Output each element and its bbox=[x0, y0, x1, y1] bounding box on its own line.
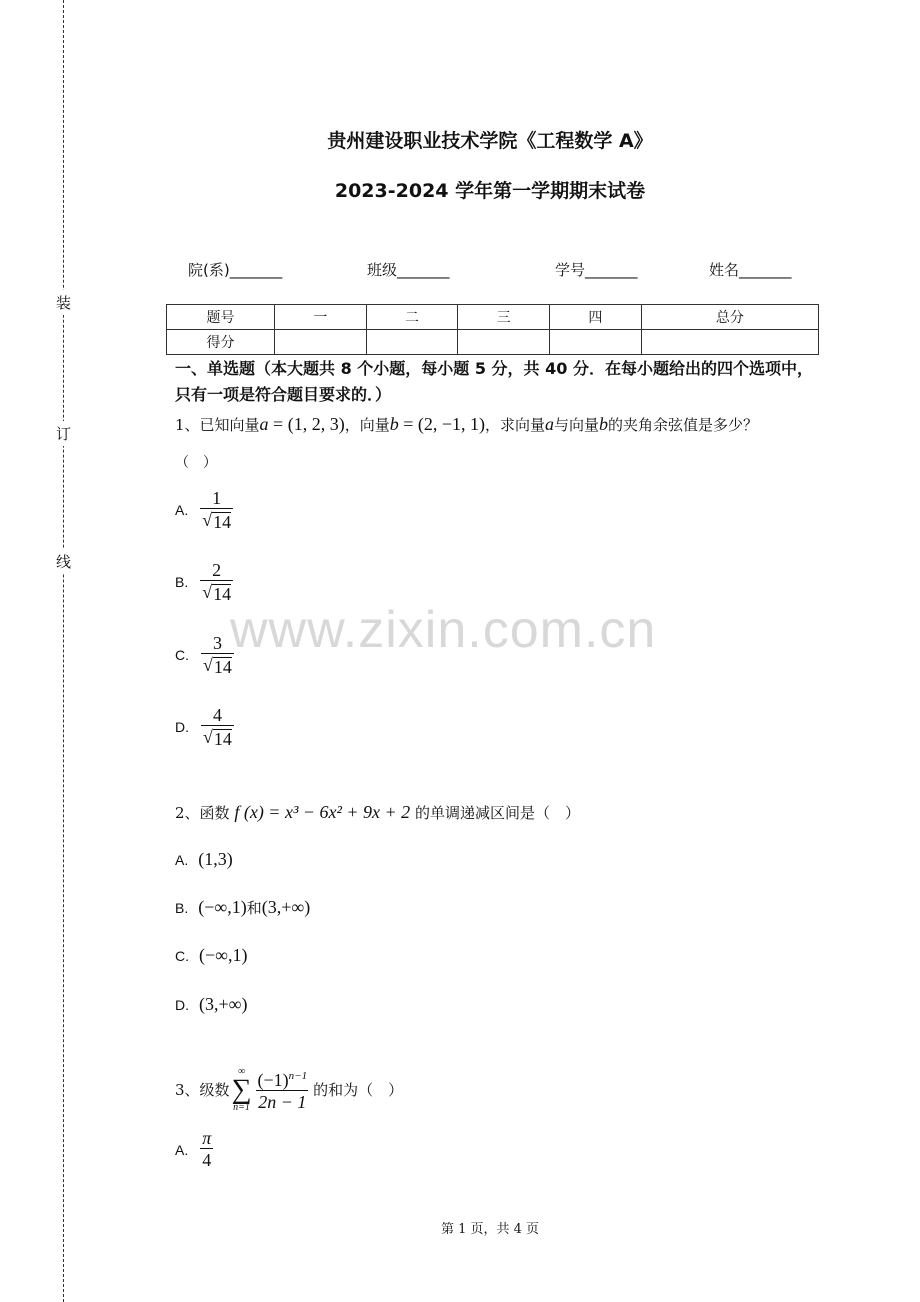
q1-option-d bbox=[175, 705, 234, 748]
fraction bbox=[200, 1128, 213, 1171]
sum-lower: n=1 bbox=[233, 1101, 250, 1113]
option-joiner: 和 bbox=[246, 899, 262, 917]
score-cell: 一 bbox=[275, 305, 367, 330]
option-letter: C. bbox=[175, 646, 189, 663]
q1-option-c bbox=[175, 633, 234, 676]
option-letter: C. bbox=[175, 947, 189, 964]
q2-option-a bbox=[175, 849, 233, 870]
sqrt-icon: √ bbox=[203, 727, 213, 747]
q1-tail2: 与向量 bbox=[554, 416, 600, 434]
q1-tail1: ，求向量 bbox=[485, 416, 546, 434]
q1-option-b bbox=[175, 560, 233, 603]
score-input-cell bbox=[641, 330, 818, 355]
binding-char-zhuang: 装 bbox=[56, 290, 71, 315]
fraction-denominator: 4 bbox=[202, 1150, 212, 1170]
q1-tail-b: b bbox=[599, 414, 609, 434]
q2-function: f (x) = x³ − 6x² + 9x + 2 bbox=[234, 802, 411, 822]
score-cell: 四 bbox=[550, 305, 642, 330]
option-text: (3,+∞) bbox=[199, 994, 248, 1014]
term-numerator bbox=[256, 1066, 310, 1090]
option-text: (1,3) bbox=[198, 849, 233, 869]
binding-char-xian: 线 bbox=[56, 549, 71, 574]
series-term bbox=[256, 1066, 310, 1113]
numerator-exponent: n−1 bbox=[288, 1070, 308, 1082]
fraction-numerator: π bbox=[202, 1128, 212, 1148]
radicand: 14 bbox=[213, 512, 232, 532]
class-field: 班级_______ bbox=[367, 261, 450, 279]
q1-var-a: a bbox=[259, 414, 269, 434]
page-footer: 第 1 页，共 4 页 bbox=[440, 1222, 540, 1237]
q2-option-b bbox=[175, 897, 310, 918]
sigma-icon: ∑ bbox=[231, 1073, 252, 1105]
score-cell: 二 bbox=[366, 305, 458, 330]
fraction-numerator: 1 bbox=[212, 488, 222, 508]
score-table bbox=[166, 304, 819, 355]
score-table-score-row bbox=[167, 330, 819, 355]
name-field: 姓名_______ bbox=[709, 261, 792, 279]
fraction bbox=[201, 705, 234, 748]
fraction-denominator bbox=[201, 725, 234, 748]
fraction-denominator bbox=[201, 653, 234, 676]
radicand: 14 bbox=[213, 729, 232, 749]
watermark: www.zixin.com.cn bbox=[230, 601, 657, 659]
radicand: 14 bbox=[213, 657, 232, 677]
option-letter: A. bbox=[175, 851, 189, 868]
question-1 bbox=[175, 414, 758, 435]
fraction-denominator bbox=[200, 508, 233, 531]
option-text: (−∞,1) bbox=[199, 945, 248, 965]
fraction-numerator: 4 bbox=[212, 705, 222, 725]
score-input-cell bbox=[550, 330, 642, 355]
q1-b-value: = (2, −1, 1) bbox=[398, 414, 485, 434]
numerator-base: (−1) bbox=[257, 1070, 289, 1090]
score-cell: 总分 bbox=[641, 305, 818, 330]
exam-subtitle: 2023-2024 学年第一学期期末试卷 bbox=[334, 180, 646, 202]
option-letter: A. bbox=[175, 1141, 189, 1158]
score-input-cell bbox=[458, 330, 550, 355]
radicand: 14 bbox=[213, 584, 232, 604]
q2-suffix: 的单调递减区间是（ ） bbox=[414, 804, 580, 822]
q3-prefix: 3、级数 bbox=[175, 1081, 230, 1099]
option-letter: D. bbox=[175, 996, 189, 1013]
q2-option-d bbox=[175, 994, 247, 1015]
score-table-header-row bbox=[167, 305, 819, 330]
section-heading: 一、单选题（本大题共 8 个小题，每小题 5 分，共 40 分．在每小题给出的四个选项中，只有一项是符合题目要求的．） bbox=[175, 359, 813, 404]
q1-prefix: 1、已知向量 bbox=[175, 416, 260, 434]
fraction bbox=[201, 633, 234, 676]
fraction-numerator: 3 bbox=[212, 633, 222, 653]
q1-a-value: = (1, 2, 3) bbox=[268, 414, 345, 434]
q3-suffix: 的和为（ ） bbox=[313, 1081, 404, 1099]
option-text-2: (3,+∞) bbox=[261, 897, 311, 917]
q3-option-a bbox=[175, 1128, 213, 1171]
option-letter: B. bbox=[175, 573, 189, 590]
question-2 bbox=[175, 802, 580, 823]
q1-mid: ，向量 bbox=[344, 416, 390, 434]
q2-prefix: 2、函数 bbox=[175, 804, 230, 822]
binding-char-ding: 订 bbox=[56, 421, 71, 446]
exam-title: 贵州建设职业技术学院《工程数学 A》 bbox=[327, 130, 653, 152]
dept-field: 院(系)_______ bbox=[188, 261, 283, 279]
score-cell: 题号 bbox=[167, 305, 275, 330]
term-denominator: 2n − 1 bbox=[258, 1092, 307, 1112]
q2-option-c bbox=[175, 945, 247, 966]
student-id-field: 学号_______ bbox=[555, 261, 638, 279]
sqrt-icon: √ bbox=[202, 510, 213, 530]
fraction-denominator bbox=[200, 580, 233, 603]
option-text: (−∞,1) bbox=[198, 897, 247, 917]
fraction bbox=[200, 560, 233, 603]
q1-answer-blank: （ ） bbox=[175, 455, 217, 471]
fraction bbox=[200, 488, 233, 531]
q1-tail3: 的夹角余弦值是多少？ bbox=[608, 416, 759, 434]
q1-tail-a: a bbox=[545, 414, 555, 434]
sqrt-icon: √ bbox=[202, 582, 213, 602]
q1-var-b: b bbox=[389, 414, 399, 434]
score-input-cell bbox=[366, 330, 458, 355]
option-letter: B. bbox=[175, 899, 189, 916]
option-letter: A. bbox=[175, 501, 189, 518]
sqrt-icon: √ bbox=[203, 655, 213, 675]
summation bbox=[232, 1067, 252, 1113]
score-cell: 得分 bbox=[167, 330, 275, 355]
sum-upper: ∞ bbox=[237, 1065, 246, 1077]
question-3 bbox=[175, 1066, 403, 1113]
score-input-cell bbox=[275, 330, 367, 355]
option-letter: D. bbox=[175, 718, 189, 735]
q1-option-a bbox=[175, 488, 233, 531]
score-cell: 三 bbox=[458, 305, 550, 330]
fraction-numerator: 2 bbox=[212, 560, 222, 580]
